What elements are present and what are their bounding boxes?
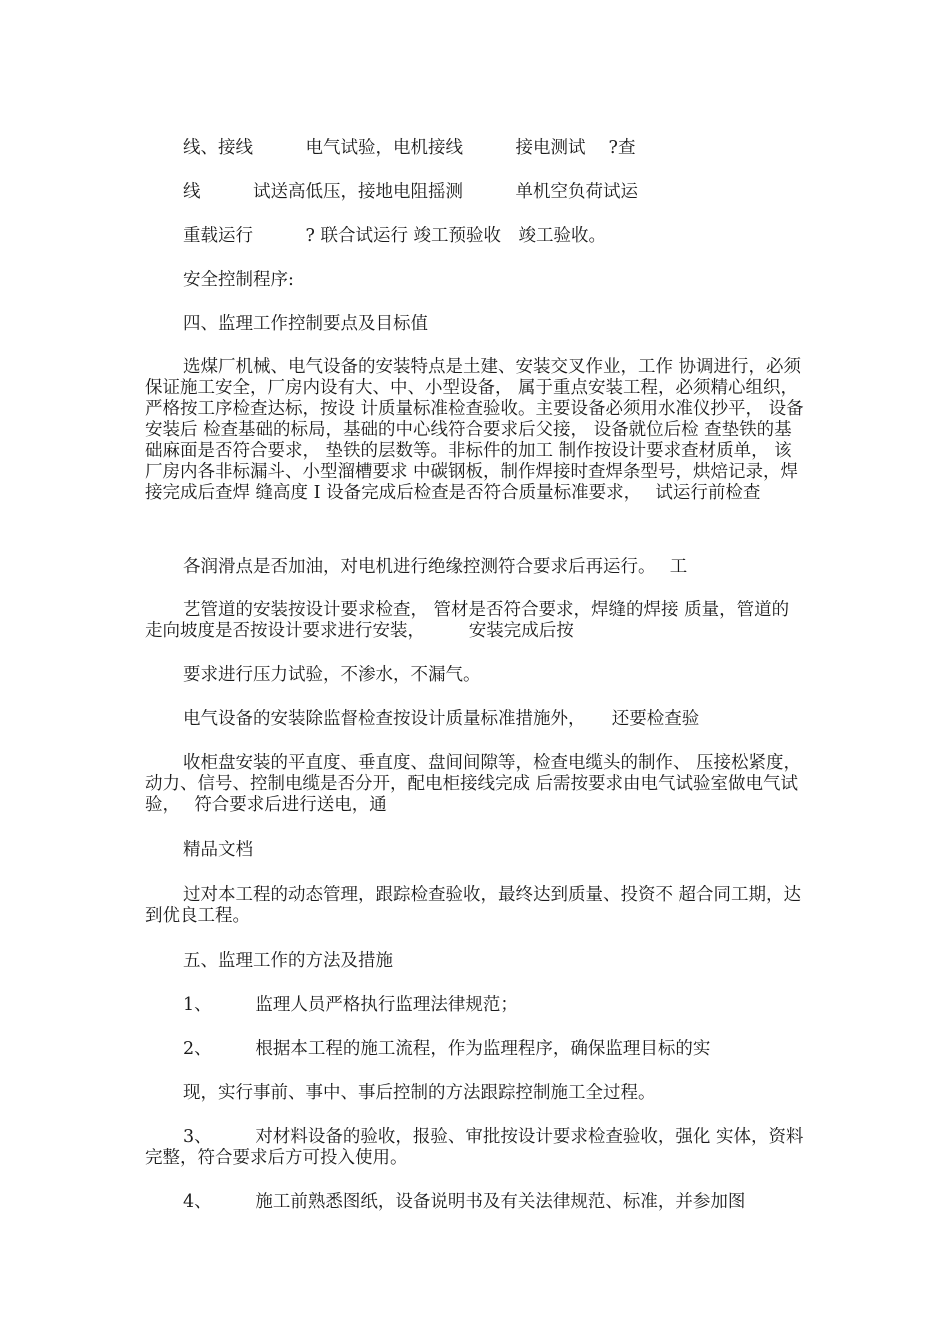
section-heading-5: 五、监理工作的方法及措施: [183, 951, 393, 971]
paragraph-2: 线 试送高低压，接地电阻摇测 单机空负荷试运: [183, 182, 638, 202]
list-item-1: 1、 监理人员严格执行监理法律规范；: [183, 995, 518, 1015]
paragraph-6: 选煤厂机械、电气设备的安装特点是土建、安装交叉作业，工作 协调进行，必须保证施工安全，厂房内设有大、中、小型设备， 属于重点安装工程，必须精心组织，严格按工序检查达标，按设 计质量标准检查验收。主要设备必须用水准仪抄平， 设备安装后 检查基础的标局，基础的中心线符合要求后父接， 设备就位后检 查垫铁的基础麻面是否符合要求， 垫铁的层数等。非标件的加工 制作按设计要求查材质单， 该厂房内各非标漏斗、小型溜槽要求 中碳钢板，制作焊接时查焊条型号，烘焙记录，焊接完成后查焊 缝高度 I 设备完成后检查是否符合质量标准要求， 试运行前检查: [145, 357, 804, 503]
paragraph-3: 重载运行 ? 联合试运行 竣工预验收 竣工验收。: [183, 226, 607, 246]
paragraph-11: 收柜盘安装的平直度、垂直度、盘间间隙等，检查电缆头的制作、 压接松紧度，动力、信号、控制电缆是否分开，配电柜接线完成 后需按要求由电气试验室做电气试验， 符合要求后进行送电，通: [145, 753, 802, 815]
list-item-3: 3、 对材料设备的验收，报验、审批按设计要求检查验收，强化 实体，资料完整，符合要求后方可投入使用。: [145, 1127, 804, 1168]
list-item-4: 4、 施工前熟悉图纸，设备说明书及有关法律规范、标准，并参加图: [183, 1192, 746, 1212]
list-item-2: 2、 根据本工程的施工流程，作为监理程序，确保监理目标的实: [183, 1039, 711, 1059]
page-footer-label: 精品文档: [183, 840, 253, 860]
list-item-2-continued: 现，实行事前、事中、事后控制的方法跟踪控制施工全过程。: [183, 1083, 656, 1103]
section-heading-4: 四、监理工作控制要点及目标值: [183, 314, 428, 334]
paragraph-9: 要求进行压力试验，不渗水，不漏气。: [183, 665, 481, 685]
paragraph-13: 过对本工程的动态管理，跟踪检查验收，最终达到质量、投资不 超合同工期，达到优良工程。: [145, 885, 802, 926]
paragraph-10: 电气设备的安装除监督检查按设计质量标准措施外， 还要检查验: [183, 709, 700, 729]
paragraph-1: 线、接线 电气试验，电机接线 接电测试 ?查: [183, 138, 636, 158]
paragraph-8: 艺管道的安装按设计要求检查， 管材是否符合要求，焊缝的焊接 质量，管道的走向坡度是否按设计要求进行安装， 安装完成后按: [145, 600, 790, 641]
section-label-safety: 安全控制程序:: [183, 270, 294, 290]
paragraph-7: 各润滑点是否加油，对电机进行绝缘控测符合要求后再运行。 工: [183, 557, 688, 577]
